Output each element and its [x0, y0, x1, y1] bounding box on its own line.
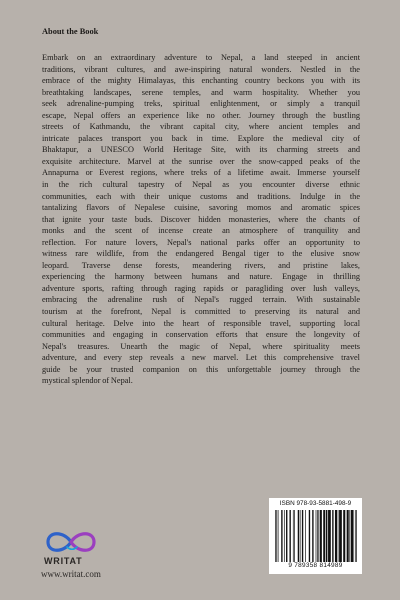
barcode-bar: [281, 510, 282, 562]
description-line: experiencing the harmony between humans and nature. Engage in thrilling: [42, 272, 360, 282]
barcode-bar: [335, 510, 337, 562]
barcode-bar: [305, 510, 306, 562]
description-line: escape, Nepal offers an experience like no other. Journey through the bustling: [42, 110, 360, 120]
description-line: guide be your trusted companion on this unforgettable journey through the: [42, 364, 360, 374]
description-line: tourism at the forefront, Nepal is committed to preserving its natural and: [42, 307, 360, 317]
infinity-loop-icon: [40, 527, 102, 557]
description-line: intricate palaces transport you back in time. Explore the medieval city of: [42, 133, 360, 143]
barcode-bar: [276, 510, 277, 562]
barcode-bar: [351, 510, 354, 562]
barcode-bar: [316, 510, 317, 562]
description-line: embracing the adrenaline rush of Nepal's rugged terrain. With sustainable: [42, 295, 360, 305]
barcode-bar: [289, 510, 290, 562]
barcode-bar: [312, 510, 313, 562]
barcode-bar: [302, 510, 303, 562]
barcode-bar: [349, 510, 350, 562]
description-line: monks and the scent of incense create an atmosphere of tranquility and: [42, 226, 360, 236]
about-heading: About the Book: [42, 27, 99, 36]
description-line: Embark on an extraordinary adventure to Nepal, a land steeped in ancient: [42, 53, 360, 62]
description-line: leopard. Traverse dense forests, meandering rivers, and pristine lakes,: [42, 260, 360, 270]
description-line: cultural heritage. Delve into the heart of responsible travel, supporting local: [42, 318, 360, 328]
barcode-digits: 9 789358 814989: [288, 562, 343, 569]
barcode-bars: [275, 510, 357, 562]
barcode-bar: [294, 510, 295, 562]
barcode-bar: [332, 510, 333, 562]
description-line: adventure sports, rafting through raging rapids or paragliding over lush valleys,: [42, 283, 360, 293]
description-line: embrace of the mighty Himalayas, this enchanting country beckons you with its: [42, 76, 360, 86]
description-line: mystical splendor of Nepal.: [42, 376, 133, 386]
barcode-panel: [269, 498, 362, 574]
barcode-bar: [347, 510, 349, 562]
publisher-name: WRITAT: [44, 556, 83, 566]
barcode-bar: [318, 510, 319, 562]
publisher-website: www.writat.com: [41, 569, 101, 579]
barcode-bar: [284, 510, 285, 562]
description-line: witness rare wildlife, from the endangered Bengal tiger to the elusive snow: [42, 249, 360, 259]
description-line: Annapurna or Everest regions, where treks of a lifetime await. Immerse yourself: [42, 168, 360, 178]
barcode-bar: [323, 510, 325, 562]
barcode-bar: [309, 510, 310, 562]
description-line: streets of Kathmandu, the vibrant capital city, where ancient temples and: [42, 122, 360, 132]
barcode-bar: [326, 510, 327, 562]
barcode-bar: [328, 510, 331, 562]
description-line: reflection. For nature lovers, Nepal's national parks offer an opportunity to: [42, 237, 360, 247]
barcode-bar: [355, 510, 356, 562]
book-description: [42, 52, 360, 387]
description-line: in the rich cultural tapestry of Nepal as you encounter diverse ethnic: [42, 180, 360, 190]
description-line: exquisite architecture. Marvel at the sunrise over the snow-capped peaks of the: [42, 156, 360, 166]
description-line: Nepal's treasures. Unearth the magic of Nepal, where spirituality meets: [42, 341, 360, 351]
barcode-bar: [343, 510, 345, 562]
description-line: seek adrenaline-pumping treks, spiritual enlightenment, or simply a tranquil: [42, 99, 360, 109]
barcode-bar: [298, 510, 299, 562]
isbn-label: ISBN 978-93-5881-498-9: [279, 500, 352, 507]
description-line: tantalizing flavors of Nepalese cuisine, savoring momos and aromatic spices: [42, 203, 360, 213]
description-line: adventure, and every step reveals a new marvel. Let this comprehensive travel: [42, 353, 360, 363]
barcode-bar: [338, 510, 339, 562]
description-line: communities, each with their unique customs and traditions. Indulge in the: [42, 191, 360, 201]
barcode-bar: [278, 510, 279, 562]
barcode-bar: [300, 510, 301, 562]
barcode-bar: [286, 510, 287, 562]
barcode-bar: [293, 510, 294, 562]
description-line: traditions, vibrant cultures, and awe-inspiring natural wonders. Nestled in the: [42, 64, 360, 74]
barcode-bar: [275, 510, 276, 562]
barcode-bar: [317, 510, 318, 562]
barcode-bar: [356, 510, 357, 562]
description-line: that ignite your taste buds. Discover hidden monasteries, where the chants of: [42, 214, 360, 224]
description-line: breathtaking landscapes, serene temples, and warm hospitality. Whether you: [42, 87, 360, 97]
description-line: Bhaktapur, a UNESCO World Heritage Site, with its charming streets and: [42, 145, 360, 155]
barcode-bar: [339, 510, 342, 562]
description-line: communities and engaging in conservation efforts that ensure the longevity of: [42, 330, 360, 340]
barcode-bar: [320, 510, 322, 562]
